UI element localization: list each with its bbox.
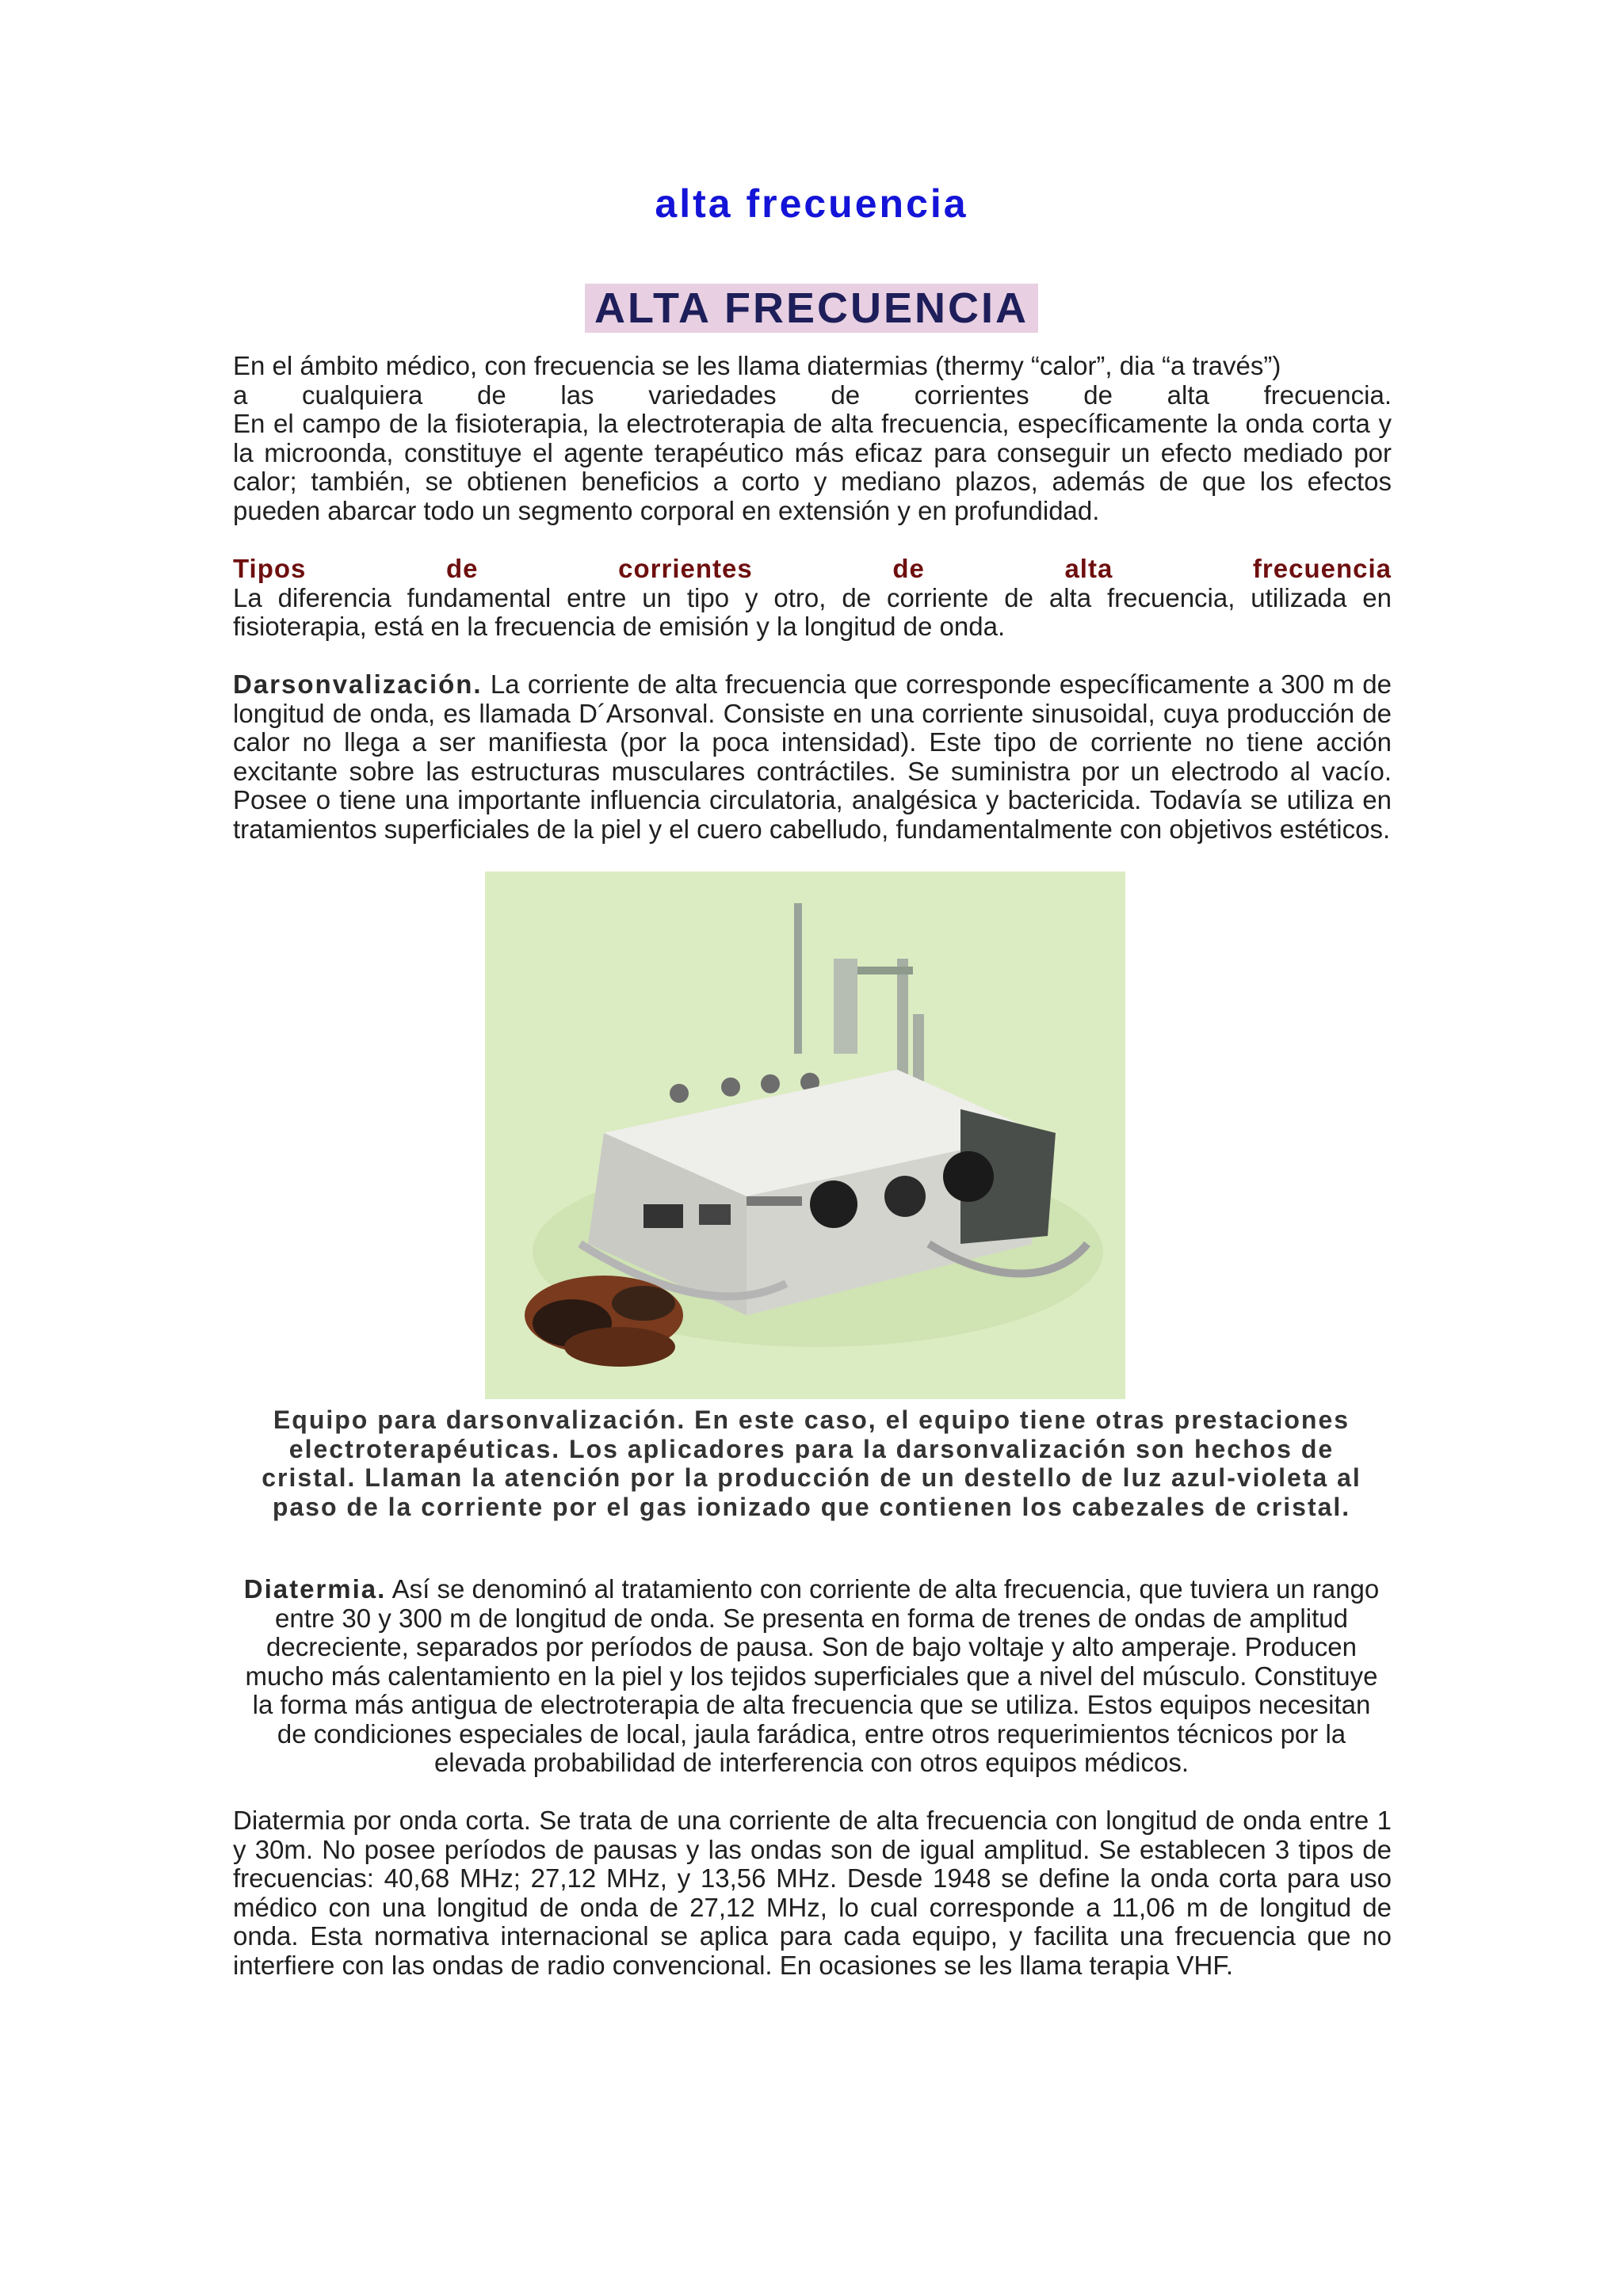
tipos-text: La diferencia fundamental entre un tipo y otro, de corriente de alta frecuencia, utilizada en fisioterapia, está en la frecuencia de emisión y la longitud de onda. xyxy=(233,582,1392,641)
onda-corta-text: Diatermia por onda corta. Se trata de una corriente de alta frecuencia con longitud de onda entre 1 y 30m. No posee períodos de pausas y las ondas son de igual amplitud. Se establecen 3 tipos de frecuencias: 40,68 MHz; 27,12 MHz, y 13,56 MHz. Desde 1948 se define la onda corta para uso médico con una longitud de onda de 27,12 MHz, lo cual corresponde a 11,06 m de longitud de onda. Esta normativa internacional se aplica para cada equipo, y facilita una frecuencia que no interfiere con las ondas de radio convencional. En ocasiones se les llama terapia VHF. xyxy=(233,1806,1392,1980)
intro-rest: En el campo de la fisioterapia, la electroterapia de alta frecuencia, específicamente la onda corta y la microonda, constituye el agente terapéutico más eficaz para conseguir un efecto mediado por calor; también, se obtienen beneficios a corto y mediano plazos, además de que los efectos pueden abarcar todo un segmento corporal en extensión y en profundidad. xyxy=(233,409,1392,525)
tipos-heading: Tipos de corrientes de alta frecuencia xyxy=(233,554,1392,583)
section-title: ALTA FRECUENCIA xyxy=(585,284,1038,333)
darsonval-text: La corriente de alta frecuencia que corresponde específicamente a 300 m de longitud de onda, es llamada D´Arsonval. Consiste en una corriente sinusoidal, cuya producción de calor no llega a ser manifiesta (por la poca intensidad). Este tipo de corriente no tiene acción excitante sobre las estructuras musculares contráctiles. Se suministra por un electrodo al vacío. Posee o tiene una importante influencia circulatoria, analgésica y bactericida. Todavía se utiliza en tratamientos superficiales de la piel y el cuero cabelludo, fundamentalmente con objetivos estéticos. xyxy=(233,669,1392,844)
intro-paragraph xyxy=(233,352,1392,525)
onda-corta-paragraph xyxy=(233,1806,1392,1980)
intro-line-2: a cualquiera de las variedades de corrientes de alta frecuencia. xyxy=(233,379,1392,410)
page-title: alta frecuencia xyxy=(655,181,968,226)
section-title-wrap xyxy=(0,284,1623,333)
darsonval-lead: Darsonvalización. xyxy=(233,669,483,699)
intro-line-1: En el ámbito médico, con frecuencia se les llama diatermias (thermy “calor”, dia “a través”) xyxy=(233,351,1281,380)
diatermia-text: Así se denominó al tratamiento con corriente de alta frecuencia, que tuviera un rango entre 30 y 300 m de longitud de onda. Se presenta en forma de trenes de ondas de amplitud decreciente, separados por períodos de pausa. Son de bajo voltaje y alto amperaje. Producen mucho más calentamiento en la piel y los tejidos superficiales que a nivel del músculo. Constituye la forma más antigua de electroterapia de alta frecuencia que se utiliza. Estos equipos necesitan de condiciones especiales de local, jaula farádica, entre otros requerimientos técnicos por la elevada probabilidad de interferencia con otros equipos médicos. xyxy=(245,1574,1380,1777)
darsonval-device-photo xyxy=(485,871,1125,1399)
photo-caption: Equipo para darsonvalización. En este caso, el equipo tiene otras prestaciones electroterapéuticas. Los aplicadores para la darsonvalización son hechos de cristal. Llaman la atención por la producción de un destello de luz azul-violeta al paso de la corriente por el gas ionizado que contienen los cabezales de cristal. xyxy=(262,1405,1361,1521)
darsonval-paragraph xyxy=(233,670,1392,844)
diatermia-paragraph xyxy=(238,1575,1385,1778)
tipos-section xyxy=(233,555,1392,642)
diatermia-lead: Diatermia. xyxy=(243,1574,387,1604)
